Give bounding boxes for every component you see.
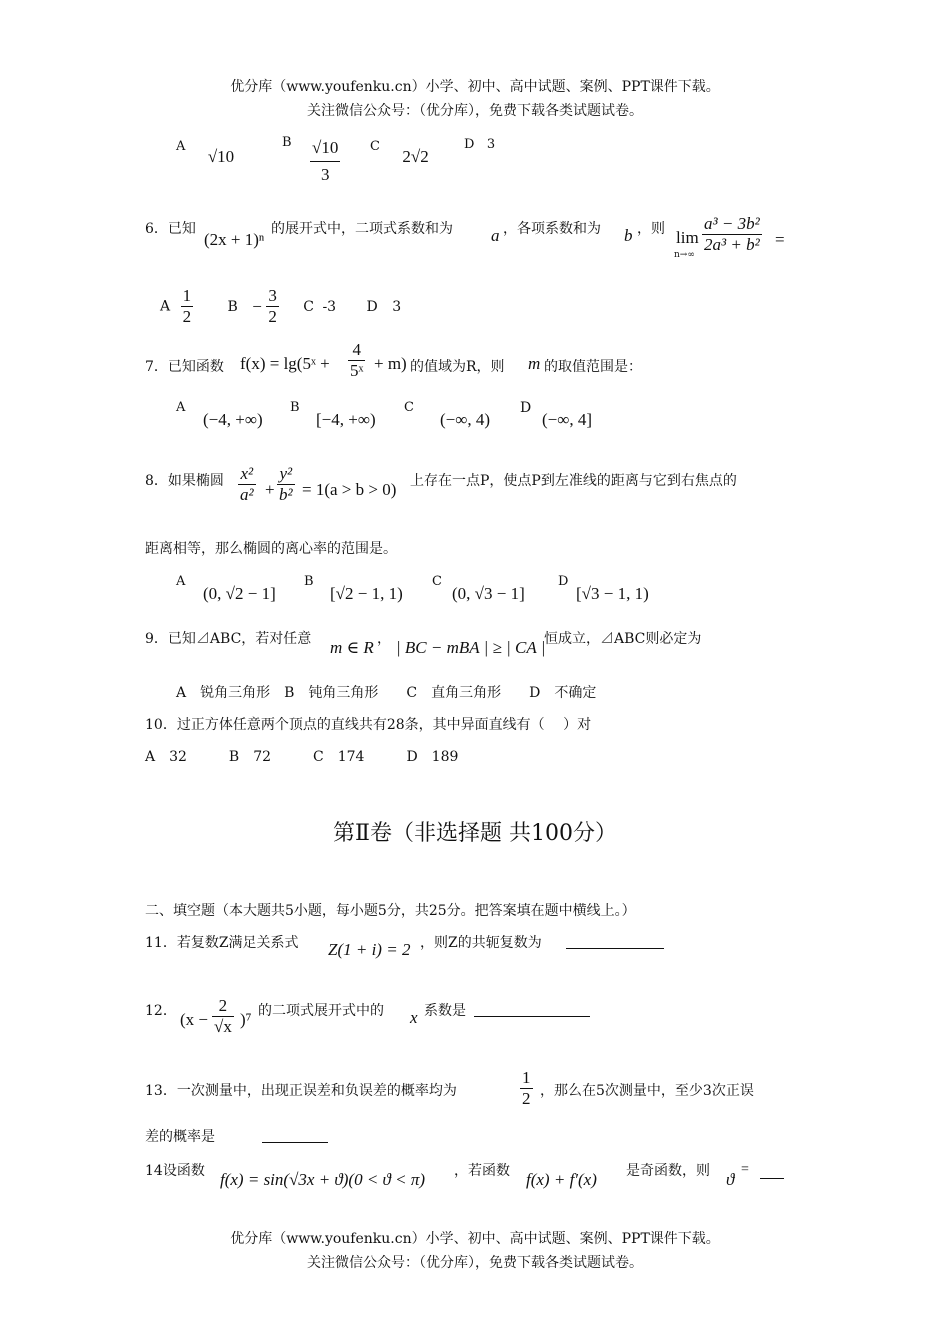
q8-option-d-value: [√3 − 1, 1) <box>576 584 649 603</box>
q8-fraction-1: $\frac{\text{x²}}{\text{a²}}$ <box>240 464 254 504</box>
q9-expr-2: | BC − mBA | ≥ | CA | <box>396 638 546 657</box>
q14-equals: = <box>741 1162 749 1177</box>
q7-var-m: m <box>528 354 541 373</box>
q6-var-a: a <box>491 226 500 245</box>
q14-answer-blank[interactable] <box>760 1162 784 1179</box>
q9-stem-start: 9．已知⊿ABC，若对任意 <box>145 631 312 647</box>
q8-fraction-2: $\frac{\text{y²}}{\text{b²}}$ <box>279 464 293 504</box>
q8-stem-start: 8．如果椭圆 <box>145 473 224 489</box>
q14-stem-start: 14设函数 <box>145 1163 205 1179</box>
q7-stem-mid: 的值域为R，则 <box>410 359 505 375</box>
q12-stem-mid: 的二项式展开式中的 <box>258 1003 384 1019</box>
q5-option-b-label: B <box>282 135 292 150</box>
q7-stem-end: 的取值范围是： <box>544 359 642 375</box>
q8-option-b-value: [√2 − 1, 1) <box>330 584 403 603</box>
q7-option-d-value: (−∞, 4] <box>542 410 593 429</box>
q6-options: A $\frac{1}{2}$ B − $\frac{3}{2}$ C -3 D 3 <box>160 286 402 326</box>
q6-stem-mid: 的展开式中，二项式系数和为 <box>271 221 453 237</box>
q12-var-x: x <box>410 1008 418 1027</box>
q12-expr-post: )⁷ <box>240 1010 252 1029</box>
q14-expr-1: f(x) = sin(√3x + ϑ)(0 < ϑ < π) <box>220 1170 426 1189</box>
q11-expr: Z(1 + i) = 2 <box>328 940 411 959</box>
q8-option-a-label: A <box>176 574 186 589</box>
q6-stem-mid2: ，各项系数和为 <box>503 221 601 237</box>
q8-stem-mid: 上存在一点P，使点P到左准线的距离与它到右焦点的 <box>410 473 737 489</box>
q14-expr-2: f(x) + f′(x) <box>526 1170 597 1189</box>
q8-stem-end: 距离相等，那么椭圆的离心率的范围是。 <box>145 541 397 557</box>
header-line-2: 关注微信公众号：（优分库），免费下载各类试题试卷。 <box>307 103 643 119</box>
q7-option-b-value: [−4, +∞) <box>316 410 376 429</box>
q8-expr-post: = 1(a > b > 0) <box>302 480 397 499</box>
q7-option-c-value: (−∞, 4) <box>440 410 491 429</box>
q9-options: A 锐角三角形 B 钝角三角形 C 直角三角形 D 不确定 <box>176 685 597 701</box>
q12-answer-blank[interactable] <box>474 1000 590 1017</box>
header-line-1: 优分库（www.youfenku.cn）小学、初中、高中试题、案例、PPT课件下载。 <box>230 79 720 95</box>
q6-expr: (2x + 1)ⁿ <box>204 230 265 249</box>
q6-stem-then: ，则 <box>637 221 665 237</box>
q7-option-a-label: A <box>176 400 186 415</box>
footer-line-2: 关注微信公众号：（优分库），免费下载各类试题试卷。 <box>307 1255 643 1271</box>
q6-stem-start: 6．已知 <box>145 221 196 237</box>
q6-lim-sub: n→∞ <box>674 250 695 260</box>
q6-lim: lim <box>676 228 699 247</box>
q10-stem: 10．过正方体任意两个顶点的直线共有28条，其中异面直线有（ ）对 <box>145 717 592 733</box>
q8-plus: + <box>265 480 275 499</box>
q11-answer-blank[interactable] <box>566 932 664 949</box>
q5-option-a-value: √10 <box>207 147 235 166</box>
q13-stem-end: 差的概率是 <box>145 1129 215 1145</box>
q5-option-b-fraction: $\frac{√10}{3}$ <box>310 135 340 188</box>
q11-stem-end: ，则Z的共轭复数为 <box>420 935 542 951</box>
q14-var-theta: ϑ <box>726 1170 735 1189</box>
q5-option-d: D 3 <box>464 137 496 152</box>
q7-fraction: $\frac{4}{\text{5ˣ}}$ <box>350 340 364 380</box>
q8-option-c-value: (0, √3 − 1] <box>452 584 525 603</box>
q8-option-a-value: (0, √2 − 1] <box>203 584 276 603</box>
part2-title: 第Ⅱ卷（非选择题 共100分） <box>333 821 617 846</box>
q7-expr-post: + m) <box>374 354 407 373</box>
q13-fraction: $\frac{1}{2}$ <box>522 1068 531 1108</box>
q12-stem-end: 系数是 <box>424 1003 466 1019</box>
q13-stem-start: 13．一次测量中，出现正误差和负误差的概率均为 <box>145 1083 457 1099</box>
q6-fraction: $\frac{\text{a³ − 3b²}}{\text{2a³ + b²}}$ <box>704 214 760 254</box>
q8-option-d-label: D <box>558 574 569 589</box>
q7-stem-start: 7．已知函数 <box>145 359 224 375</box>
q7-option-c-label: C <box>404 400 414 415</box>
q9-sep: ， <box>377 631 391 647</box>
q7-option-a-value: (−4, +∞) <box>203 410 263 429</box>
q5-option-b <box>282 135 340 188</box>
footer-line-1: 优分库（www.youfenku.cn）小学、初中、高中试题、案例、PPT课件下载。 <box>230 1231 720 1247</box>
q8-option-b-label: B <box>304 574 314 589</box>
q9-stem-end: 恒成立，⊿ABC则必定为 <box>544 631 702 647</box>
q12-fraction: $\frac{2}{√x}$ <box>214 996 232 1036</box>
q14-stem-end: 是奇函数，则 <box>626 1163 710 1179</box>
q7-option-d-label: D <box>520 400 532 416</box>
q5-option-c-value: 2√2 <box>402 147 429 166</box>
q5-option-a-label: A <box>176 139 186 154</box>
q9-expr-1: m ∈ R <box>330 638 374 657</box>
q13-answer-blank[interactable] <box>262 1126 328 1143</box>
q12-expr-pre: (x − <box>180 1010 208 1029</box>
q10-options: A 32 B 72 C 174 D 189 <box>145 749 459 765</box>
q13-stem-mid: ，那么在5次测量中，至少3次正误 <box>540 1083 754 1099</box>
q12-number: 12． <box>145 1003 177 1019</box>
q6-equals: = <box>775 230 785 249</box>
q7-expr-pre: f(x) = lg(5ˣ + <box>240 354 330 373</box>
q5-options <box>176 135 235 166</box>
q6-var-b: b <box>624 226 633 245</box>
part2-instructions: 二、填空题（本大题共5小题，每小题5分，共25分。把答案填在题中横线上。） <box>145 903 636 919</box>
q14-stem-mid: ，若函数 <box>454 1163 510 1179</box>
q7-option-b-label: B <box>290 400 300 415</box>
q8-option-c-label: C <box>432 574 442 589</box>
q11-stem-start: 11．若复数Z满足关系式 <box>145 935 299 951</box>
q5-option-c-label: C <box>370 139 380 154</box>
q5-option-c <box>370 135 429 166</box>
